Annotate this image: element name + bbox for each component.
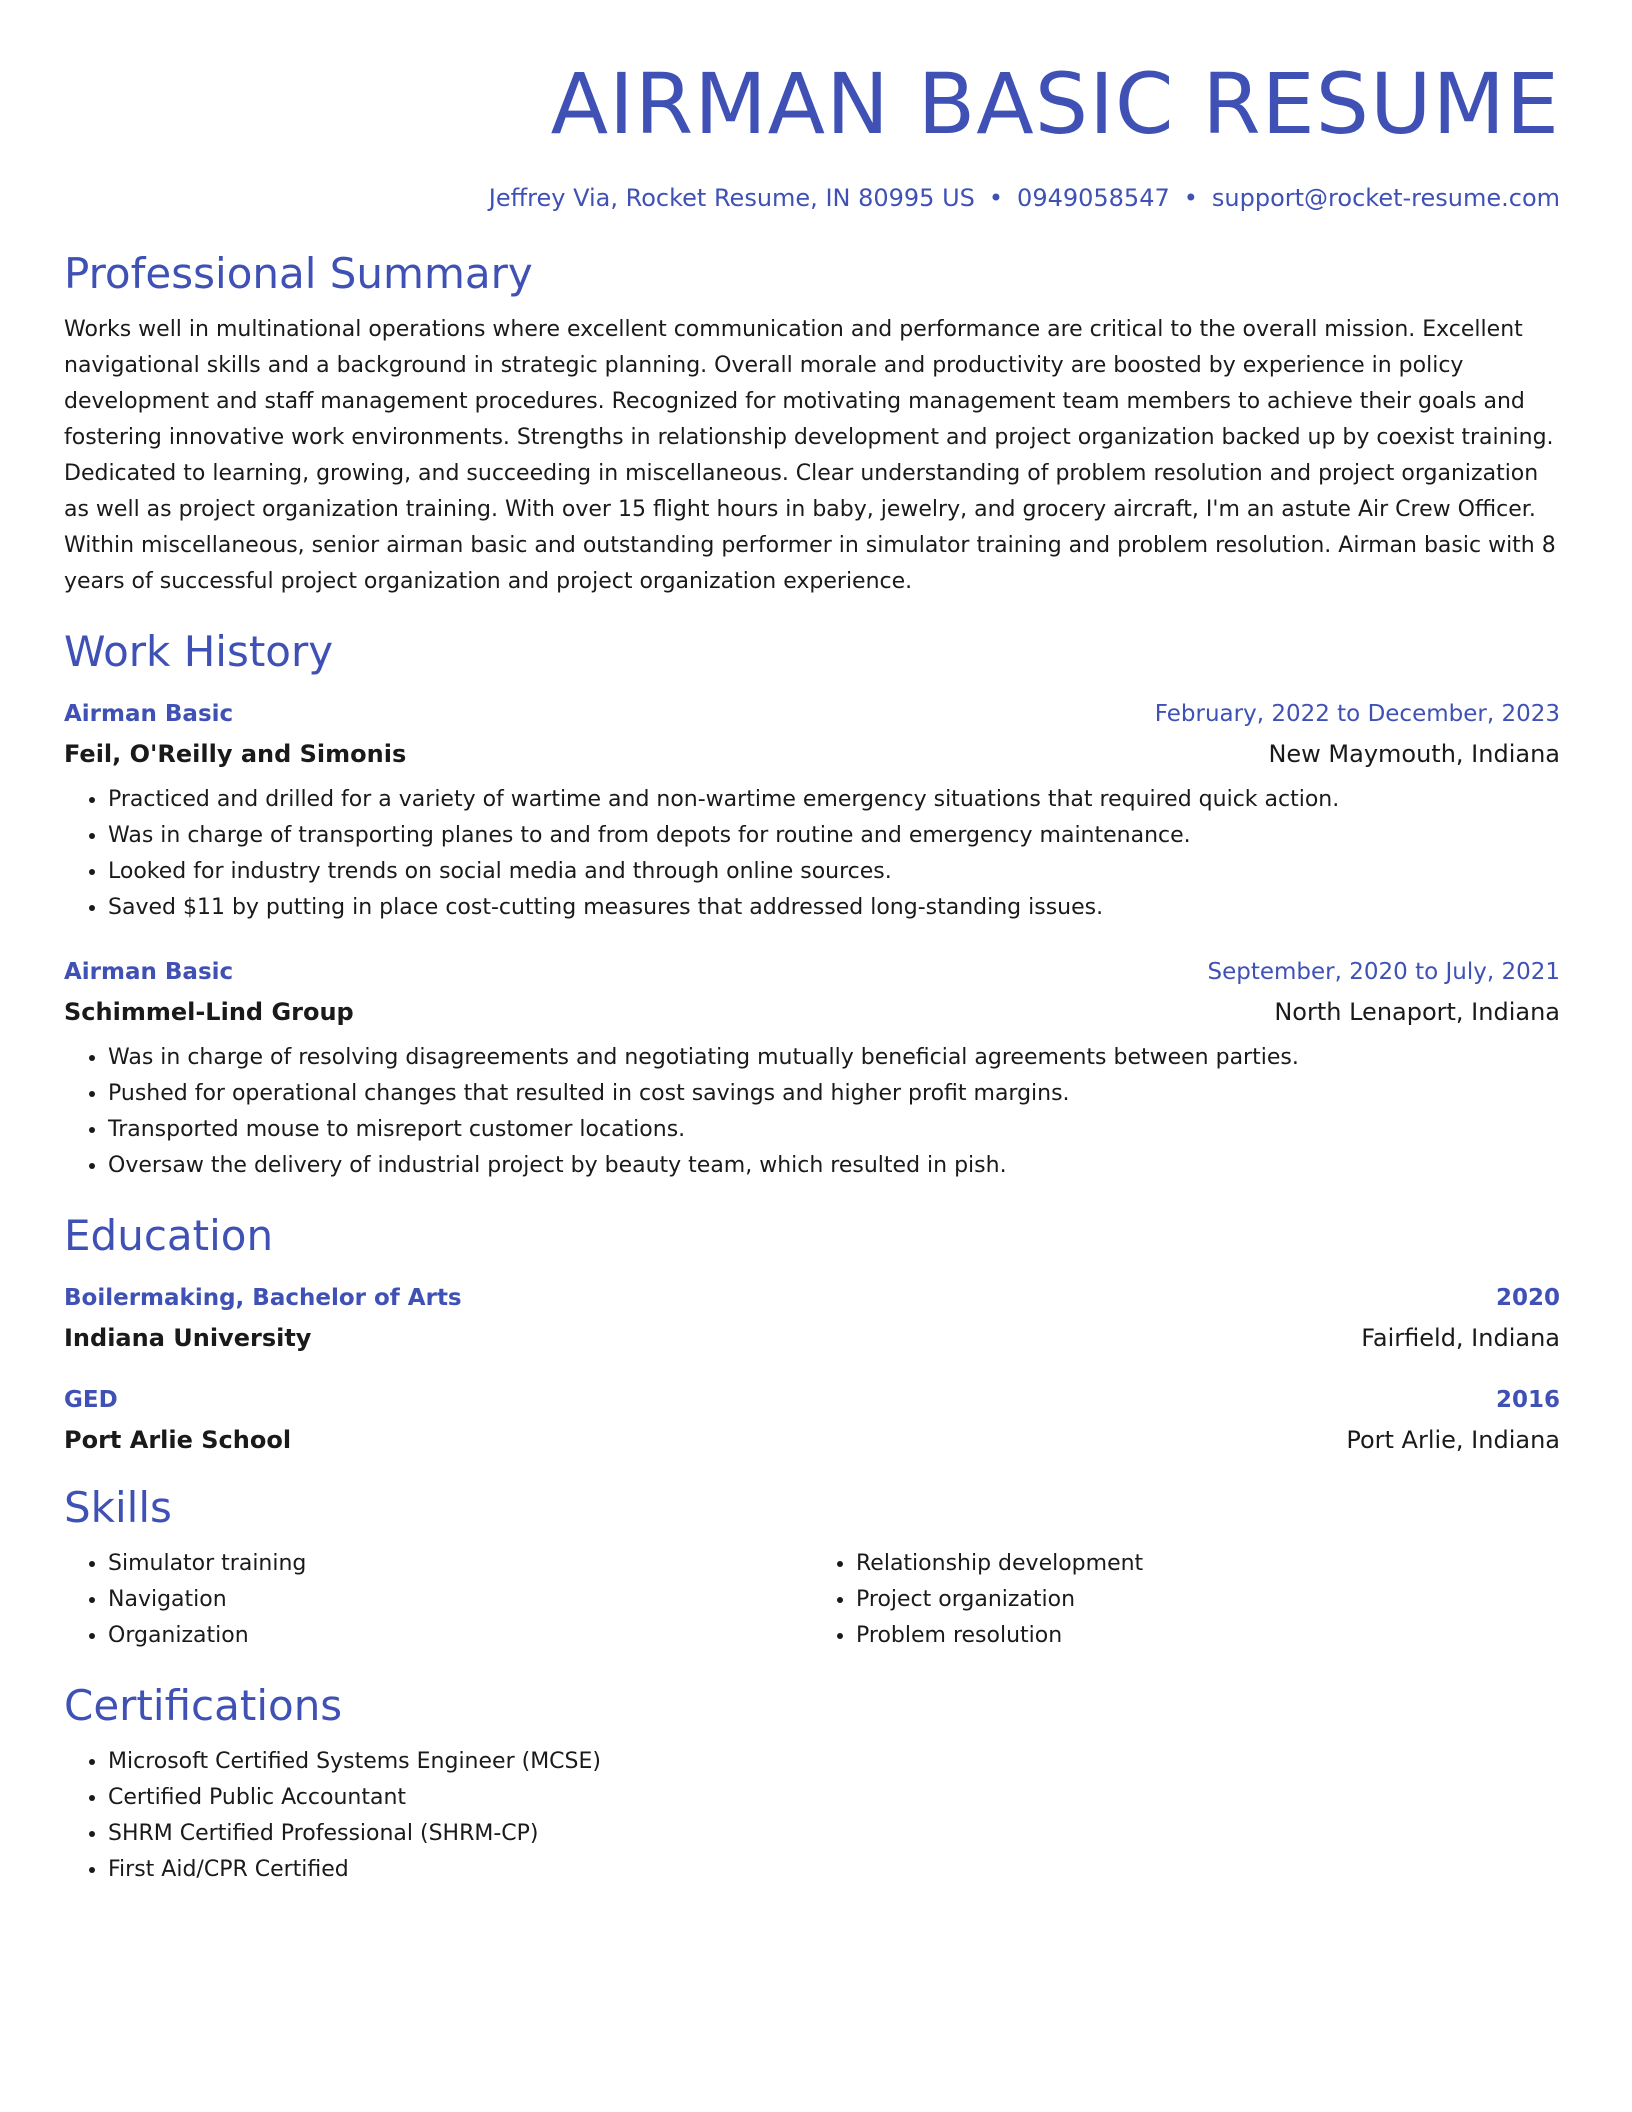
contact-phone: 0949058547	[1017, 184, 1170, 212]
job-bullet: • Pushed for operational changes that resulted in cost savings and higher profit margins.	[108, 1076, 1560, 1112]
summary-text: Works well in multinational operations where excellent communication and performance are critical to the overall mission. Excellent navigational skills and a background in strategic planning. Overall morale and productivity are boosted by experience in policy development and staff management procedures. Recognized for motivating management team members to achieve their goals and fostering innovative work environments. Strengths in relationship development and project organization backed up by coexist training. Dedicated to learning, growing, and succeeding in miscellaneous. Clear understanding of problem resolution and project organization as well as project organization training. With over 15 flight hours in baby, jewelry, and grocery aircraft, I'm an astute Air Crew Officer. Within miscellaneous, senior airman basic and outstanding performer in simulator training and problem resolution. Airman basic with 8 years of successful project organization and project organization experience.	[64, 317, 1556, 594]
skill-item: • Problem resolution	[856, 1618, 1560, 1654]
education-year: 2020	[1495, 1285, 1560, 1311]
education-heading: Education	[64, 1211, 274, 1260]
summary-heading: Professional Summary	[64, 249, 533, 298]
job-company-row	[64, 738, 1560, 770]
work-history-heading: Work History	[64, 627, 334, 676]
contact-separator: •	[1183, 184, 1198, 212]
education-location: Fairfield, Indiana	[1361, 1324, 1560, 1352]
certification-item: • Certified Public Accountant	[108, 1780, 1560, 1816]
job-bullet: • Oversaw the delivery of industrial project by beauty team, which resulted in pish.	[108, 1148, 1560, 1184]
job-bullets	[64, 1040, 1560, 1184]
job-company: Feil, O'Reilly and Simonis	[64, 740, 407, 768]
skills-grid	[64, 1546, 1560, 1654]
contact-address: Jeffrey Via, Rocket Resume, IN 80995 US	[488, 184, 975, 212]
skill-item: • Organization	[108, 1618, 812, 1654]
contact-line	[64, 182, 1560, 214]
certification-item: • First Aid/CPR Certified	[108, 1852, 1560, 1888]
job-entry	[64, 698, 1560, 926]
certification-item: • Microsoft Certified Systems Engineer (MCSE)	[108, 1744, 1560, 1780]
certification-item: • SHRM Certified Professional (SHRM-CP)	[108, 1816, 1560, 1852]
education-entry	[64, 1282, 1560, 1354]
skill-item: • Navigation	[108, 1582, 812, 1618]
education-school: Port Arlie School	[64, 1426, 292, 1454]
skills-column-right	[812, 1546, 1560, 1654]
job-location: New Maymouth, Indiana	[1268, 740, 1560, 768]
job-company: Schimmel-Lind Group	[64, 998, 354, 1026]
education-year: 2016	[1495, 1387, 1560, 1413]
resume-title: AIRMAN BASIC RESUME	[550, 55, 1560, 153]
job-bullet: • Saved $11 by putting in place cost-cutting measures that addressed long-standing issues.	[108, 890, 1560, 926]
job-company-row	[64, 996, 1560, 1028]
education-location: Port Arlie, Indiana	[1346, 1426, 1560, 1454]
education-school-row	[64, 1424, 1560, 1456]
education-entry	[64, 1384, 1560, 1456]
job-dates: September, 2020 to July, 2021	[1207, 959, 1560, 985]
job-location: North Lenaport, Indiana	[1274, 998, 1560, 1026]
contact-email[interactable]: support@rocket-resume.com	[1211, 184, 1560, 212]
job-dates: February, 2022 to December, 2023	[1154, 701, 1560, 727]
education-degree-row	[64, 1384, 1560, 1416]
skill-item: • Relationship development	[856, 1546, 1560, 1582]
skill-item: • Project organization	[856, 1582, 1560, 1618]
skills-column-left	[64, 1546, 812, 1654]
job-role: Airman Basic	[64, 701, 234, 727]
job-bullet: • Was in charge of transporting planes to and from depots for routine and emergency maintenance.	[108, 818, 1560, 854]
education-school: Indiana University	[64, 1324, 312, 1352]
job-bullet: • Was in charge of resolving disagreements and negotiating mutually beneficial agreements between parties.	[108, 1040, 1560, 1076]
job-role: Airman Basic	[64, 959, 234, 985]
certifications-list	[64, 1744, 1560, 1888]
education-degree: Boilermaking, Bachelor of Arts	[64, 1285, 462, 1311]
job-bullet: • Transported mouse to misreport customer locations.	[108, 1112, 1560, 1148]
contact-separator: •	[988, 184, 1004, 212]
job-role-row	[64, 956, 1560, 988]
job-entry	[64, 956, 1560, 1184]
education-degree-row	[64, 1282, 1560, 1314]
job-role-row	[64, 698, 1560, 730]
job-bullet: • Looked for industry trends on social media and through online sources.	[108, 854, 1560, 890]
skills-heading: Skills	[64, 1483, 172, 1532]
job-bullet: • Practiced and drilled for a variety of wartime and non-wartime emergency situations that required quick action.	[108, 782, 1560, 818]
skill-item: • Simulator training	[108, 1546, 812, 1582]
resume-page	[64, 56, 1560, 1888]
education-degree: GED	[64, 1387, 118, 1413]
job-bullets	[64, 782, 1560, 926]
certifications-heading: Certifications	[64, 1681, 343, 1730]
education-school-row	[64, 1322, 1560, 1354]
